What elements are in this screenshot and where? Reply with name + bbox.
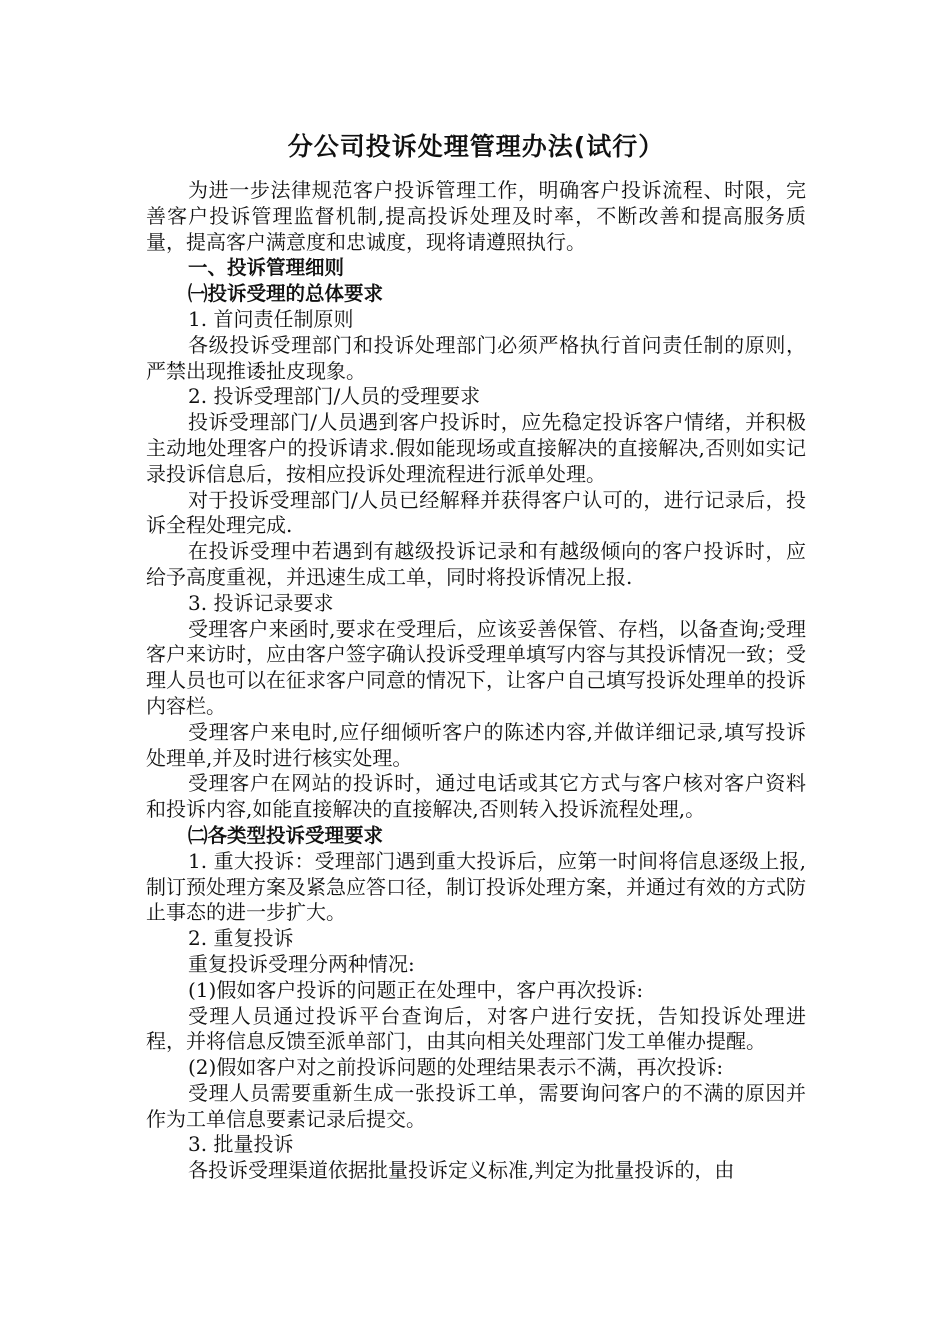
- item-heading: 2. 重复投诉: [188, 926, 294, 951]
- document-title: 分公司投诉处理管理办法(试行）: [287, 132, 665, 161]
- section-heading: 一、投诉管理细则: [188, 256, 345, 280]
- paragraph: 各级投诉受理部门和投诉处理部门必须严格执行首问责任制的原则，严禁出现推诿扯皮现象。: [146, 332, 806, 383]
- document-page: [146, 130, 806, 1184]
- paragraph: 受理客户来函时,要求在受理后，应该妥善保管、存档，以备查询;受理客户来访时，应由客户签字确认投诉受理单填写内容与其投诉情况一致；受理人员也可以在征求客户同意的情况下，让客户自己填写投诉处理单的投诉内容栏。: [146, 616, 806, 718]
- item-heading: 3. 投诉记录要求: [188, 590, 334, 615]
- case-heading: (1)假如客户投诉的问题正在处理中，客户再次投诉:: [188, 977, 644, 1002]
- item-heading: 2. 投诉受理部门/人员的受理要求: [188, 384, 481, 409]
- item-heading: 1. 首问责任制原则: [188, 306, 354, 331]
- paragraph: 在投诉受理中若遇到有越级投诉记录和有越级倾向的客户投诉时，应给予高度重视，并迅速生成工单，同时将投诉情况上报.: [146, 539, 806, 589]
- paragraph: 受理人员通过投诉平台查询后，对客户进行安抚，告知投诉处理进程，并将信息反馈至派单部门，由其向相关处理部门发工单催办提醒。: [146, 1003, 806, 1054]
- case-heading: (2)假如客户对之前投诉问题的处理结果表示不满，再次投诉:: [188, 1055, 724, 1080]
- item-heading: 3. 批量投诉: [188, 1132, 294, 1157]
- paragraph: 对于投诉受理部门/人员已经解释并获得客户认可的，进行记录后，投诉全程处理完成.: [146, 487, 806, 538]
- subsection-heading: ㈡各类型投诉受理要求: [188, 823, 384, 847]
- subsection-heading: ㈠投诉受理的总体要求: [188, 282, 384, 306]
- paragraph: 投诉受理部门/人员遇到客户投诉时，应先稳定投诉客户情绪，并积极主动地处理客户的投诉请求.假如能现场或直接解决的直接解决,否则如实记录投诉信息后，按相应投诉处理流程进行派单处理。: [146, 410, 806, 486]
- paragraph: 各投诉受理渠道依据批量投诉定义标准,判定为批量投诉的，由: [188, 1158, 735, 1183]
- paragraph: 1. 重大投诉：受理部门遇到重大投诉后，应第一时间将信息逐级上报,制订预处理方案及紧急应答口径，制订投诉处理方案，并通过有效的方式防止事态的进一步扩大。: [146, 848, 806, 925]
- paragraph: 受理客户在网站的投诉时，通过电话或其它方式与客户核对客户资料和投诉内容,如能直接解决的直接解决,否则转入投诉流程处理,。: [146, 771, 806, 822]
- paragraph: 受理人员需要重新生成一张投诉工单，需要询问客户的不满的原因并作为工单信息要素记录后提交。: [146, 1080, 806, 1131]
- paragraph: 受理客户来电时,应仔细倾听客户的陈述内容,并做详细记录,填写投诉处理单,并及时进行核实处理。: [146, 719, 806, 770]
- paragraph: 重复投诉受理分两种情况:: [188, 951, 415, 976]
- intro-paragraph: 为进一步法律规范客户投诉管理工作，明确客户投诉流程、时限，完善客户投诉管理监督机制,提高投诉处理及时率，不断改善和提高服务质量，提高客户满意度和忠诚度，现将请遵照执行。: [146, 178, 806, 254]
